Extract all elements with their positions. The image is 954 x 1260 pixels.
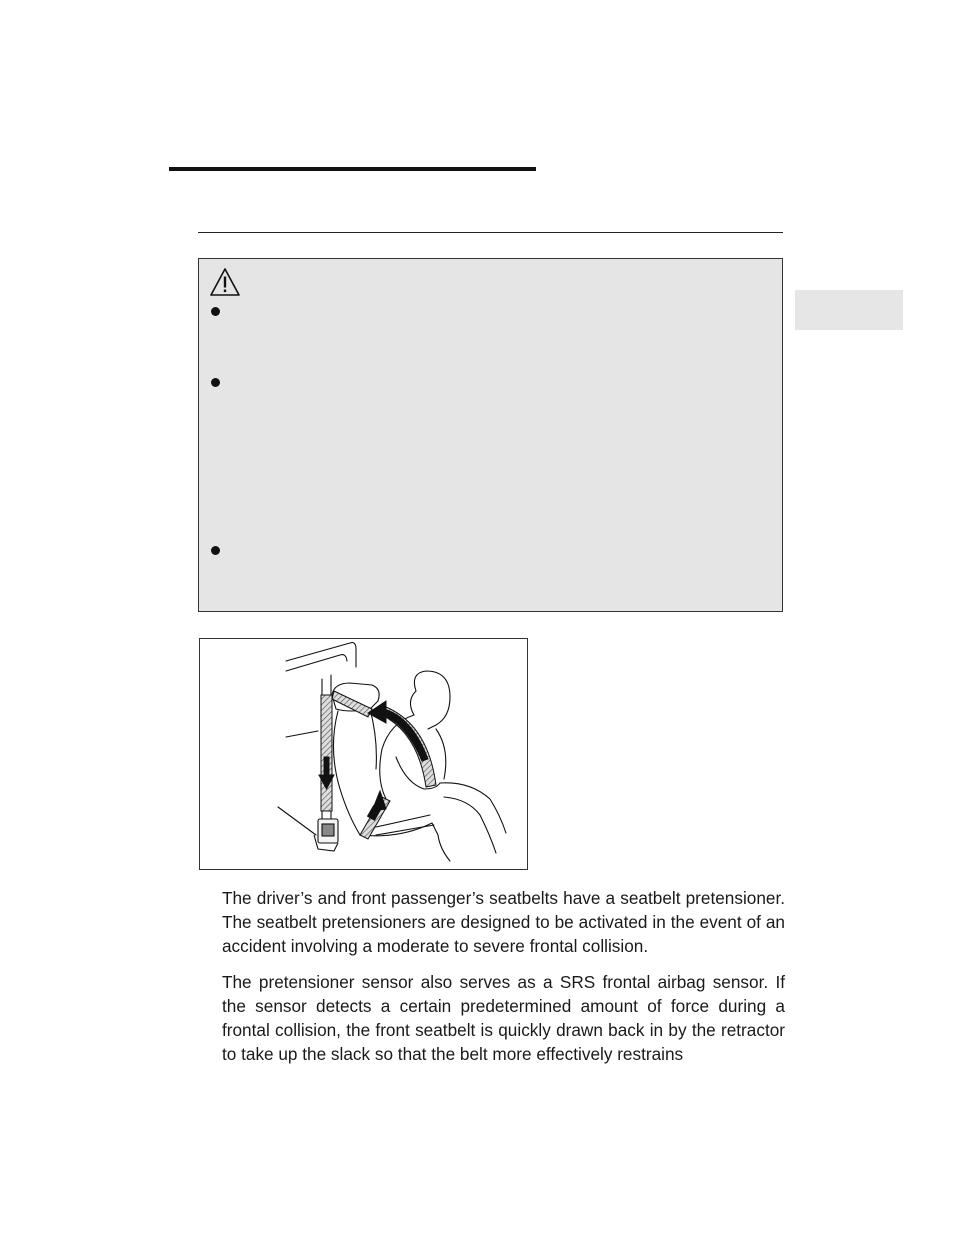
- paragraph-pretensioner-intro: The driver’s and front passenger’s seatbelts have a seatbelt pretensioner. The seatbelt pretensioners are designed to be activated in the event of an accident involving a moderate to severe frontal collision.: [222, 888, 785, 956]
- warning-bullet-3: [211, 546, 220, 555]
- paragraph-pretensioner-sensor: The pretensioner sensor also serves as a SRS frontal airbag sensor. If the sensor detects a certain predetermined amount of force during a frontal collision, the front seatbelt is quickly drawn back in by the retractor to take up the slack so that the belt more effectively restrains: [222, 972, 785, 1064]
- warning-bullet-2: [211, 378, 220, 387]
- warning-bullet-1: [211, 307, 220, 316]
- seatbelt-pretensioner-illustration: [199, 638, 528, 870]
- warning-box: [198, 258, 783, 612]
- seatbelt-diagram: [200, 639, 527, 869]
- warning-triangle-icon: [209, 267, 241, 297]
- subsection-rule: [198, 232, 783, 233]
- chapter-side-tab: [795, 290, 903, 330]
- section-heading-rule: [169, 167, 536, 171]
